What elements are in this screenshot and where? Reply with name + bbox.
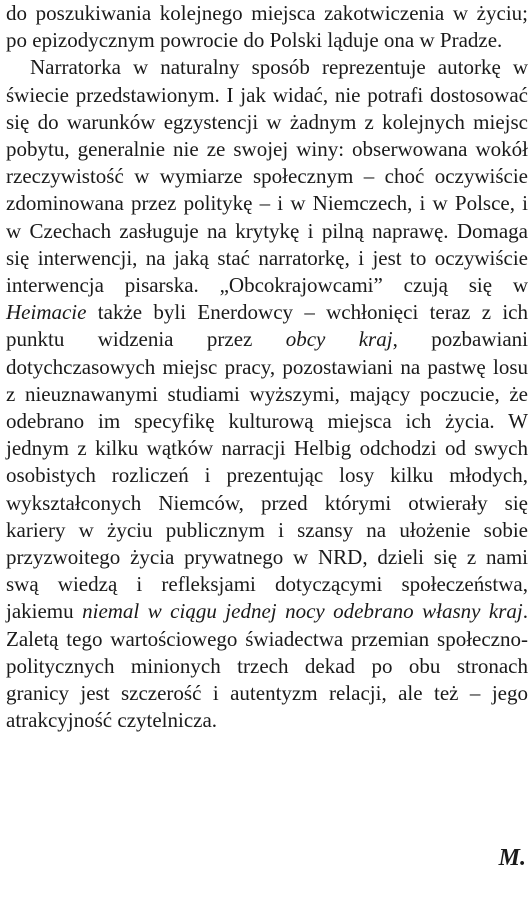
paragraph-main bbox=[6, 54, 528, 734]
paragraph-continuation: do poszukiwania kolejnego miejsca zakotwiczenia w życiu; po epizodycznym powrocie do Polski ląduje ona w Pradze. bbox=[6, 1, 528, 53]
text-segment: , pozbawiani dotychczasowych miejsc pracy, pozostawiani na pastwę losu z nieuznawanymi studiami wyższymi, mający poczucie, że odebrano im specyfikę kulturową miejsca ich życia. W jednym z kilku wątków narracji Helbig odchodzi od swych osobistych rozliczeń i prezentując losy kilku młodych, wykształconych Niemców, przed którymi otwierały się kariery w życiu publicznym i szansy na ułożenie sobie przyzwoitego życia prywatnego w NRD, dzieli się z nami swą wiedzą i refleksjami dotyczącymi społeczeństwa, jakiemu bbox=[6, 327, 528, 624]
author-signature: M. bbox=[498, 845, 526, 871]
text-segment: Narratorka w naturalny sposób reprezentuje autorkę w świecie przedstawionym. I jak widać, nie potrafi dostosować się do warunków egzystencji w żadnym z kolejnych miejsc pobytu, generalnie nie ze swojej winy: obserwowana wokół rzeczywistość w wymiarze społecznym – choć oczywiście zdominowana przez politykę – i w Niemczech, i w Polsce, i w Czechach zasługuje na krytykę i pilną naprawę. Domaga się interwencji, na jaką stać narratorkę, i jest to oczywiście interwencja pisarska. „Obcokrajowcami” czują się w bbox=[6, 55, 528, 298]
italic-phrase-obcy-kraj: obcy kraj bbox=[285, 327, 393, 352]
text-segment: . Zaletą tego wartościowego świadectwa przemian społeczno-politycznych minionych trzech dekad po obu stronach granicy jest szczerość i autentyzm relacji, ale też – jego atrakcyjność czytelnicza. bbox=[6, 599, 528, 733]
italic-title-heimacie: Heimacie bbox=[6, 300, 87, 325]
text-segment: także byli Enerdowcy – wchłonięci teraz z ich punktu widzenia przez bbox=[6, 300, 528, 352]
italic-quote: niemal w ciągu jednej nocy odebrano własny kraj bbox=[82, 599, 523, 624]
article-body bbox=[6, 0, 528, 734]
